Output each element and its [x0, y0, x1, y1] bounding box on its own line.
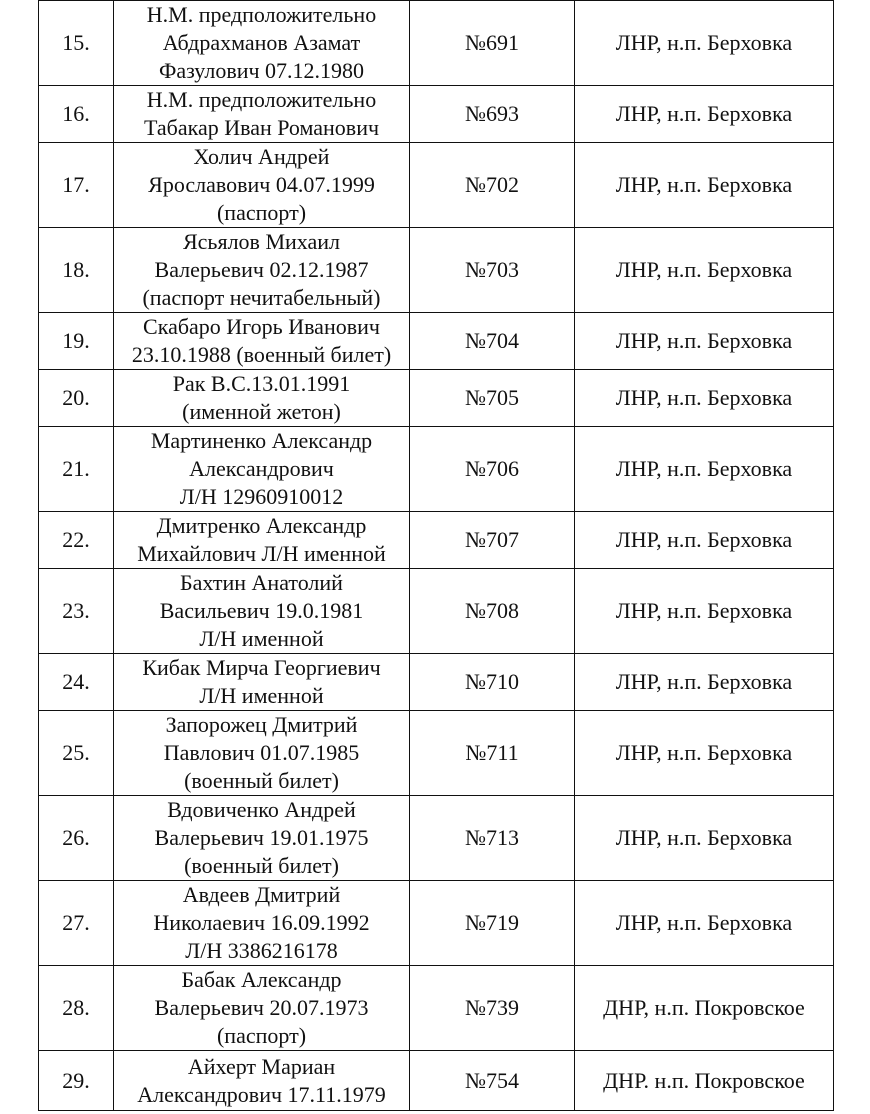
table-row [39, 796, 834, 881]
person-text-line: Павлович 01.07.1985 [163, 740, 360, 765]
row-number-cell: 28. [39, 966, 114, 1051]
record-number-cell: №708 [410, 569, 575, 654]
person-cell [114, 966, 410, 1051]
person-cell [114, 881, 410, 966]
person-text-line: Валерьевич 19.01.1975 [154, 825, 369, 850]
location-cell: ЛНР, н.п. Берховка [575, 143, 834, 228]
table-row [39, 228, 834, 313]
person-cell [114, 370, 410, 427]
record-number-cell: №710 [410, 654, 575, 711]
record-number-cell: №706 [410, 427, 575, 512]
person-text-line: Рак В.С.13.01.1991 [172, 371, 351, 396]
row-number-cell: 20. [39, 370, 114, 427]
person-text-line: Бабак Александр [181, 967, 342, 992]
location-cell: ЛНР, н.п. Берховка [575, 796, 834, 881]
row-number-cell: 16. [39, 86, 114, 143]
person-cell [114, 512, 410, 569]
record-number-cell: №703 [410, 228, 575, 313]
row-number-cell: 17. [39, 143, 114, 228]
person-text-line: Л/Н 3386216178 [185, 938, 338, 963]
person-text-line: Мартиненко Александр [150, 428, 373, 453]
person-text-line: Валерьевич 02.12.1987 [154, 257, 369, 282]
table-row [39, 654, 834, 711]
person-cell [114, 313, 410, 370]
table-row [39, 427, 834, 512]
table-row [39, 881, 834, 966]
row-number-cell: 15. [39, 1, 114, 86]
table-row [39, 143, 834, 228]
location-cell: ДНР, н.п. Покровское [575, 966, 834, 1051]
person-text-line: Холич Андрей [193, 144, 330, 169]
records-table-body [39, 1, 834, 1111]
record-number-cell: №739 [410, 966, 575, 1051]
person-text-line: (паспорт нечитабельный) [142, 285, 381, 310]
row-number-cell: 18. [39, 228, 114, 313]
table-row [39, 1051, 834, 1111]
person-text-line: (паспорт) [216, 1023, 307, 1048]
person-cell [114, 569, 410, 654]
table-row [39, 86, 834, 143]
person-text-line: Фазулович 07.12.1980 [158, 58, 365, 83]
record-number-cell: №719 [410, 881, 575, 966]
person-cell [114, 228, 410, 313]
table-row [39, 1, 834, 86]
record-number-cell: №713 [410, 796, 575, 881]
person-text-line: Запорожец Дмитрий [165, 712, 358, 737]
person-cell [114, 427, 410, 512]
location-cell: ДНР. н.п. Покровское [575, 1051, 834, 1111]
record-number-cell: №704 [410, 313, 575, 370]
row-number-cell: 19. [39, 313, 114, 370]
record-number-cell: №707 [410, 512, 575, 569]
record-number-cell: №693 [410, 86, 575, 143]
row-number-cell: 27. [39, 881, 114, 966]
person-text-line: Васильевич 19.0.1981 [159, 598, 364, 623]
row-number-cell: 29. [39, 1051, 114, 1111]
person-cell [114, 1051, 410, 1111]
person-text-line: Айхерт Мариан [187, 1053, 336, 1079]
row-number-cell: 26. [39, 796, 114, 881]
table-row [39, 966, 834, 1051]
person-text-line: Авдеев Дмитрий [182, 882, 341, 907]
person-text-line: Табакар Иван Романович [143, 115, 380, 140]
location-cell: ЛНР, н.п. Берховка [575, 86, 834, 143]
person-text-line: Ярославович 04.07.1999 [148, 172, 375, 197]
person-text-line: Н.М. предположительно [146, 87, 377, 112]
person-text-line: (именной жетон) [182, 399, 341, 424]
person-text-line: (паспорт) [216, 200, 307, 225]
record-number-cell: №702 [410, 143, 575, 228]
location-cell: ЛНР, н.п. Берховка [575, 228, 834, 313]
person-text-line: Александрович 17.11.1979 [137, 1081, 386, 1107]
person-text-line: Дмитренко Александр [156, 513, 367, 538]
records-table [38, 0, 834, 1111]
person-cell [114, 86, 410, 143]
person-text-line: Валерьевич 20.07.1973 [154, 995, 369, 1020]
person-text-line: 23.10.1988 (военный билет) [131, 342, 392, 367]
location-cell: ЛНР, н.п. Берховка [575, 427, 834, 512]
table-row [39, 569, 834, 654]
person-text-line: (военный билет) [184, 768, 339, 793]
person-text-line: Михайлович Л/Н именной [137, 541, 386, 566]
person-text-line: Л/Н именной [199, 683, 324, 708]
table-row [39, 313, 834, 370]
person-cell [114, 654, 410, 711]
person-text-line: Вдовиченко Андрей [167, 797, 356, 822]
row-number-cell: 21. [39, 427, 114, 512]
person-text-line: Скабаро Игорь Иванович [143, 314, 380, 339]
record-number-cell: №691 [410, 1, 575, 86]
person-text-line: Абдрахманов Азамат [162, 30, 361, 55]
location-cell: ЛНР, н.п. Берховка [575, 313, 834, 370]
record-number-cell: №705 [410, 370, 575, 427]
row-number-cell: 24. [39, 654, 114, 711]
location-cell: ЛНР, н.п. Берховка [575, 1, 834, 86]
location-cell: ЛНР, н.п. Берховка [575, 370, 834, 427]
person-text-line: Ясьялов Михаил [182, 229, 341, 254]
location-cell: ЛНР, н.п. Берховка [575, 711, 834, 796]
row-number-cell: 23. [39, 569, 114, 654]
person-cell [114, 1, 410, 86]
person-text-line: Кибак Мирча Георгиевич [142, 655, 381, 680]
person-cell [114, 711, 410, 796]
row-number-cell: 22. [39, 512, 114, 569]
table-row [39, 370, 834, 427]
location-cell: ЛНР, н.п. Берховка [575, 654, 834, 711]
person-text-line: Н.М. предположительно [146, 2, 377, 27]
table-row [39, 512, 834, 569]
location-cell: ЛНР, н.п. Берховка [575, 881, 834, 966]
location-cell: ЛНР, н.п. Берховка [575, 512, 834, 569]
record-number-cell: №754 [410, 1051, 575, 1111]
table-row [39, 711, 834, 796]
person-cell [114, 796, 410, 881]
person-text-line: Николаевич 16.09.1992 [153, 910, 370, 935]
person-cell [114, 143, 410, 228]
row-number-cell: 25. [39, 711, 114, 796]
location-cell: ЛНР, н.п. Берховка [575, 569, 834, 654]
person-text-line: (военный билет) [184, 853, 339, 878]
person-text-line: Л/Н именной [199, 626, 324, 651]
person-text-line: Л/Н 12960910012 [179, 484, 344, 509]
person-text-line: Александрович [189, 456, 334, 481]
record-number-cell: №711 [410, 711, 575, 796]
person-text-line: Бахтин Анатолий [180, 570, 343, 595]
